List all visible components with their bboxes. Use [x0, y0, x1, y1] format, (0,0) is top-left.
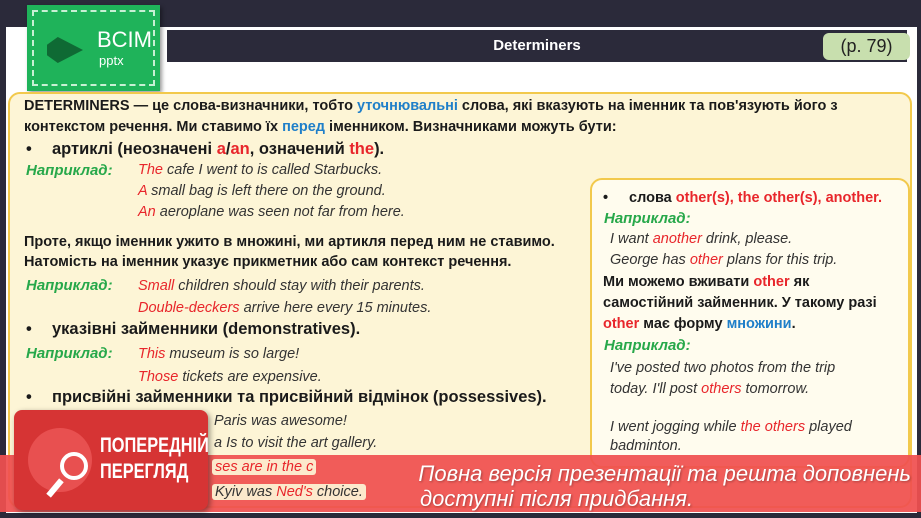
other-note-3: other має форму множини.: [603, 316, 796, 332]
other-note-2: самостійний займенник. У такому разі: [603, 295, 877, 311]
plural-note-1: Проте, якщо іменник ужито в множині, ми артикля перед ним не ставимо.: [24, 234, 555, 250]
logo: [27, 5, 160, 91]
page-badge: (p. 79): [823, 33, 910, 60]
example: An aeroplane was seen not far from here.: [138, 204, 405, 220]
example: Kyiv was Ned's choice.: [212, 484, 366, 500]
example: George has other plans for this trip.: [610, 252, 838, 268]
example: Small children should stay with their parents.: [138, 278, 425, 294]
badge-line-1: ПОПЕРЕДНІЙ: [100, 434, 209, 457]
banner-line-1: Повна версія презентації та решта доповнень: [418, 461, 911, 486]
example: Those tickets are expensive.: [138, 369, 322, 385]
badge-line-2: ПЕРЕГЛЯД: [100, 460, 189, 483]
intro-line-1: DETERMINERS — це слова-визначники, тобто уточнювальні слова, які вказують на іменник та пов'язують його з: [24, 98, 838, 114]
example: I've posted two photos from the trip: [610, 360, 836, 376]
example: today. I'll post others tomorrow.: [610, 381, 810, 397]
example-label: Наприклад:: [26, 277, 113, 294]
example: I want another drink, please.: [610, 231, 793, 247]
example: A small bag is left there on the ground.: [138, 183, 386, 199]
example: Double-deckers arrive here every 15 minutes.: [138, 300, 432, 316]
logo-sub: pptx: [99, 53, 124, 68]
logo-text: BCIM: [97, 27, 152, 52]
preview-badge[interactable]: [14, 410, 208, 510]
example: ses are in the c: [212, 459, 316, 475]
bullet-possessives: • присвійні займенники та присвійний відмінок (possessives).: [26, 388, 547, 406]
example-label: Наприклад:: [604, 210, 691, 227]
example-label: Наприклад:: [26, 162, 113, 179]
intro-line-2: контекстом речення. Ми ставимо їх перед іменником. Визначниками можуть бути:: [24, 119, 617, 135]
example: badminton.: [610, 438, 682, 454]
banner-line-2: доступні після придбання.: [420, 486, 694, 511]
search-icon: [28, 428, 92, 492]
example: a Is to visit the art gallery.: [214, 435, 378, 451]
example: I went jogging while the others played: [610, 419, 852, 435]
bullet-demonstratives: • указівні займенники (demonstratives).: [26, 320, 361, 338]
example: The cafe I went to is called Starbucks.: [138, 162, 383, 178]
example: Paris was awesome!: [214, 413, 347, 429]
example-label: Наприклад:: [604, 337, 691, 354]
bullet-other: • слова other(s), the other(s), another.: [603, 190, 883, 206]
bullet-articles: • артиклі (неозначені a/an, означений the).: [26, 140, 385, 158]
example-label: Наприклад:: [26, 345, 113, 362]
plural-note-2: Натомість на іменник указує прикметник або сам контекст речення.: [24, 254, 512, 270]
other-note-1: Ми можемо вживати other як: [603, 274, 810, 290]
slide-title: Determiners: [167, 30, 907, 62]
example: This museum is so large!: [138, 346, 300, 362]
